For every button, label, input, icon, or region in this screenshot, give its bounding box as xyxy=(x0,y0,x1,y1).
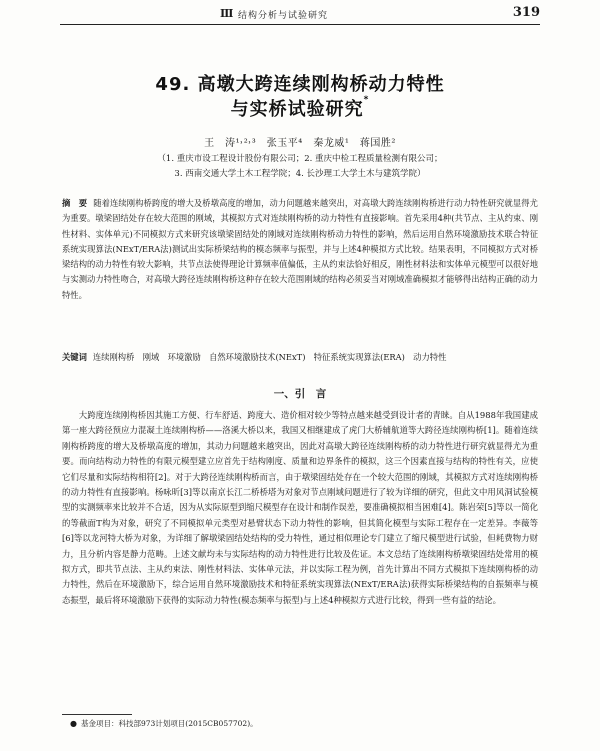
page-number: 319 xyxy=(512,5,540,20)
abstract xyxy=(62,196,538,303)
footnote-divider xyxy=(62,714,132,715)
footnote xyxy=(70,718,258,729)
abstract-text: 随着连续刚构桥跨度的增大及桥墩高度的增加，动力问题越来越突出，对高墩大跨连续刚构桥进行动力特性研究就显得尤为重要。墩梁固结处存在较大范围的刚域，其模拟方式对连续刚构桥的动力特性有直接影响。首先采用4种(共节点、主从约束、刚性材料、实体单元)不同模拟方式来研究该墩梁固结处的刚域对连续刚构桥动力特性的影响，然后运用自然环境激励技术联合特征系统实现算法(NExT/ERA法)测试出实际桥梁结构的模态频率与振型，并与上述4种模拟方式比较。结果表明，不同模拟方式对桥梁结构的动力特性有较大影响，共节点法使得理论计算频率值偏低，主从约束法恰好相反，刚性材料法和实体单元模型可以很好地与实测动力特性吻合，对高墩大跨径连续刚构桥这种存在较大范围刚域的结构必须妥当对刚域准确模拟才能够得出结构正确的动力特性。 xyxy=(62,198,538,300)
affiliation-line1: （1. 重庆市设工程设计股份有限公司；2. 重庆中检工程质量检测有限公司； xyxy=(157,154,443,164)
section-heading-introduction: 一、引 言 xyxy=(273,388,327,400)
paper-title-text2: 与实桥试验研究 xyxy=(230,99,364,120)
keywords-text: 连续刚构桥 刚域 环境激励 自然环境激励技术(NExT) 特征系统实现算法(ERA) 动力特性 xyxy=(92,352,447,362)
paper-title-text1: 49. 高墩大跨连续刚构桥动力特性 xyxy=(155,74,445,95)
footnote-text: 基金项目：科技部973计划项目(2015CB057702)。 xyxy=(80,719,258,728)
affiliation-line2: 3. 西南交通大学土木工程学院；4. 长沙理工大学土木与建筑学院） xyxy=(174,169,426,179)
introduction-paragraph: 大跨度连续刚构桥因其施工方便、行车舒适、跨度大、造价相对较少等特点越来越受到设计者的青睐。自从1988年我国建成第一座大跨径预应力混凝土连续刚构桥——洛溪大桥以来，我国又相继建成了虎门大桥辅航道等大跨径连续刚构桥[1]。随着连续刚构桥跨度的增大及桥墩高度的增加，其动力问题越来越突出，因此对高墩大跨径连续刚构桥的动力特性进行研究就显得尤为重要。而向结构动力特性的有限元模型建立应首先于结构刚度、质量和边界条件的模拟，这三个因素直接与结构的特性有关，应使它们尽量和实际结构相符[2]。对于大跨径连续刚构桥而言，由于墩梁固结处存在一个较大范围的刚域，其模拟方式对连续刚构桥的动力特性有直接影响。杨咏昕[3]等以南京长江二桥桥塔为对象对节点刚域问题进行了较为详细的研究，但此文中用风洞试验模型的实测频率来比较并不合适，因为从实际原型到缩尺模型存在设计和制作误差，要准确模拟相当困难[4]。陈岩荣[5]等以一简化的等截面T构为对象，研究了不同模拟单元类型对悬臂状态下动力特性的影响，但其简化模型与实际工程存在一定差异。李薇等[6]等以龙河特大桥为对象，为详细了解墩梁固结处结构的受力特性，通过相似理论专门建立了缩尺模型进行试验，但耗费物力财力，且分析内容是静力范畴。上述文献均未与实际结构的动力特性进行比较及佐证。本文总结了连续刚构桥墩梁固结处常用的模拟方式，即共节点法、主从约束法、刚性材料法、实体单元法，并以实际工程为例，首先计算出不同方式模拟下连续刚构桥的动力特性，然后在环境激励下，综合运用自然环境激励技术和特征系统实现算法(NExT/ERA法)获得实际桥梁结构的自振频率与模态振型，最后将环境激励下获得的实际动力特性(模态频率与振型)与上述4种模拟方式进行比较，得到一些有益的结论。 xyxy=(62,410,538,605)
abstract-label: 摘 要 xyxy=(62,198,88,208)
running-header xyxy=(60,4,540,25)
keywords xyxy=(62,350,538,365)
footnote-bullet-icon: ● xyxy=(70,719,77,728)
journal-section-title: 结构分析与试验研究 xyxy=(238,11,329,21)
paper-title-line2 xyxy=(0,95,600,121)
section-mark: Ⅲ xyxy=(220,7,234,20)
paper-title-line1 xyxy=(0,70,600,96)
author-list: 王 涛¹˒²˒³ 张玉平⁴ 秦龙威¹ 蒋国胜² xyxy=(204,138,396,149)
title-footnote-mark: * xyxy=(363,95,370,105)
keywords-label: 关键词 xyxy=(62,352,87,362)
